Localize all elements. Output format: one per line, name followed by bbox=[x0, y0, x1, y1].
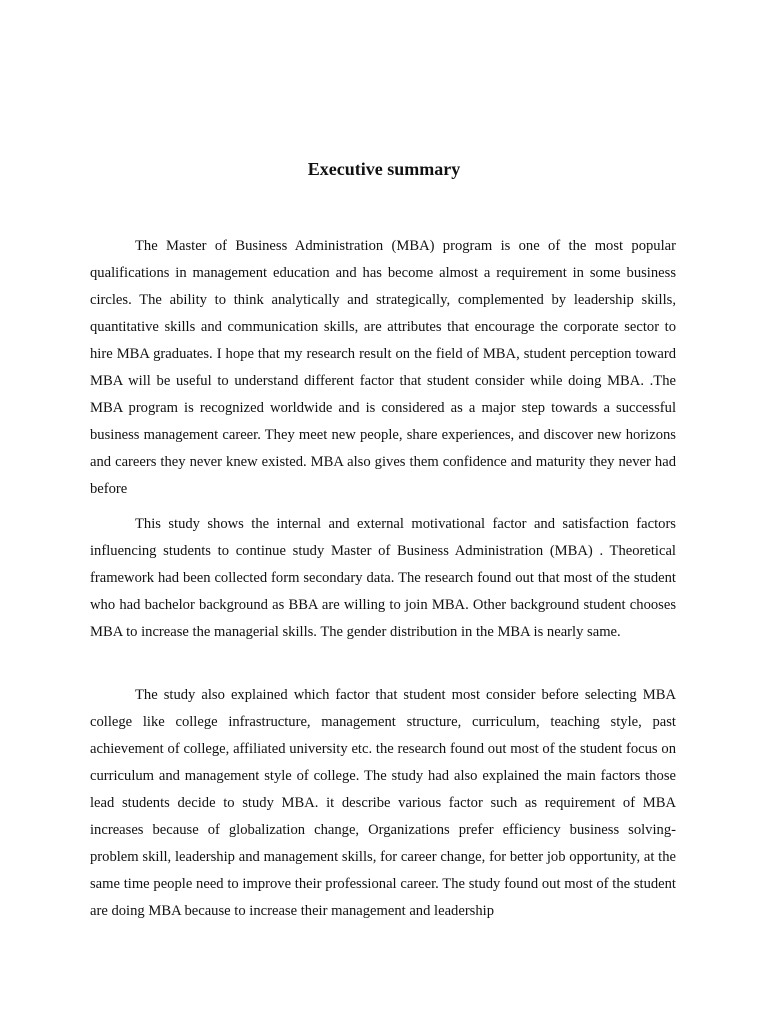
paragraph-text: The Master of Business Administration (MBA) program is one of the most popular qualifications in management education and has become almost a requirement in some business circles. The ability to think analytically and strategically, complemented by leadership skills, quantitative skills and communication skills, are attributes that encourage the corporate sector to hire MBA graduates. I hope that my research result on the field of MBA, student perception toward MBA will be useful to understand different factor that student consider while doing MBA. .The MBA program is recognized worldwide and is considered as a major step towards a successful business management career. They meet new people, share experiences, and discover new horizons and careers they never knew existed. MBA also gives them confidence and maturity they never had before bbox=[90, 238, 676, 497]
paragraph-3 bbox=[90, 682, 676, 925]
paragraph-1 bbox=[90, 233, 676, 503]
page-title: Executive summary bbox=[307, 159, 461, 179]
paragraph-text: The study also explained which factor that student most consider before selecting MBA college like college infrastructure, management structure, curriculum, teaching style, past achievement of college, affiliated university etc. the research found out most of the student focus on curriculum and management style of college. The study had also explained the main factors those lead students decide to study MBA. it describe various factor such as requirement of MBA increases because of globalization change, Organizations prefer efficiency business solving-problem skill, leadership and management skills, for career change, for better job opportunity, at the same time people need to improve their professional career. The study found out most of the student are doing MBA because to increase their management and leadership bbox=[90, 687, 676, 919]
paragraph-2 bbox=[90, 511, 676, 646]
paragraph-text: This study shows the internal and external motivational factor and satisfaction factors influencing students to continue study Master of Business Administration (MBA) . Theoretical framework had been collected form secondary data. The research found out that most of the student who had bachelor background as BBA are willing to join MBA. Other background student chooses MBA to increase the managerial skills. The gender distribution in the MBA is nearly same. bbox=[90, 516, 676, 640]
